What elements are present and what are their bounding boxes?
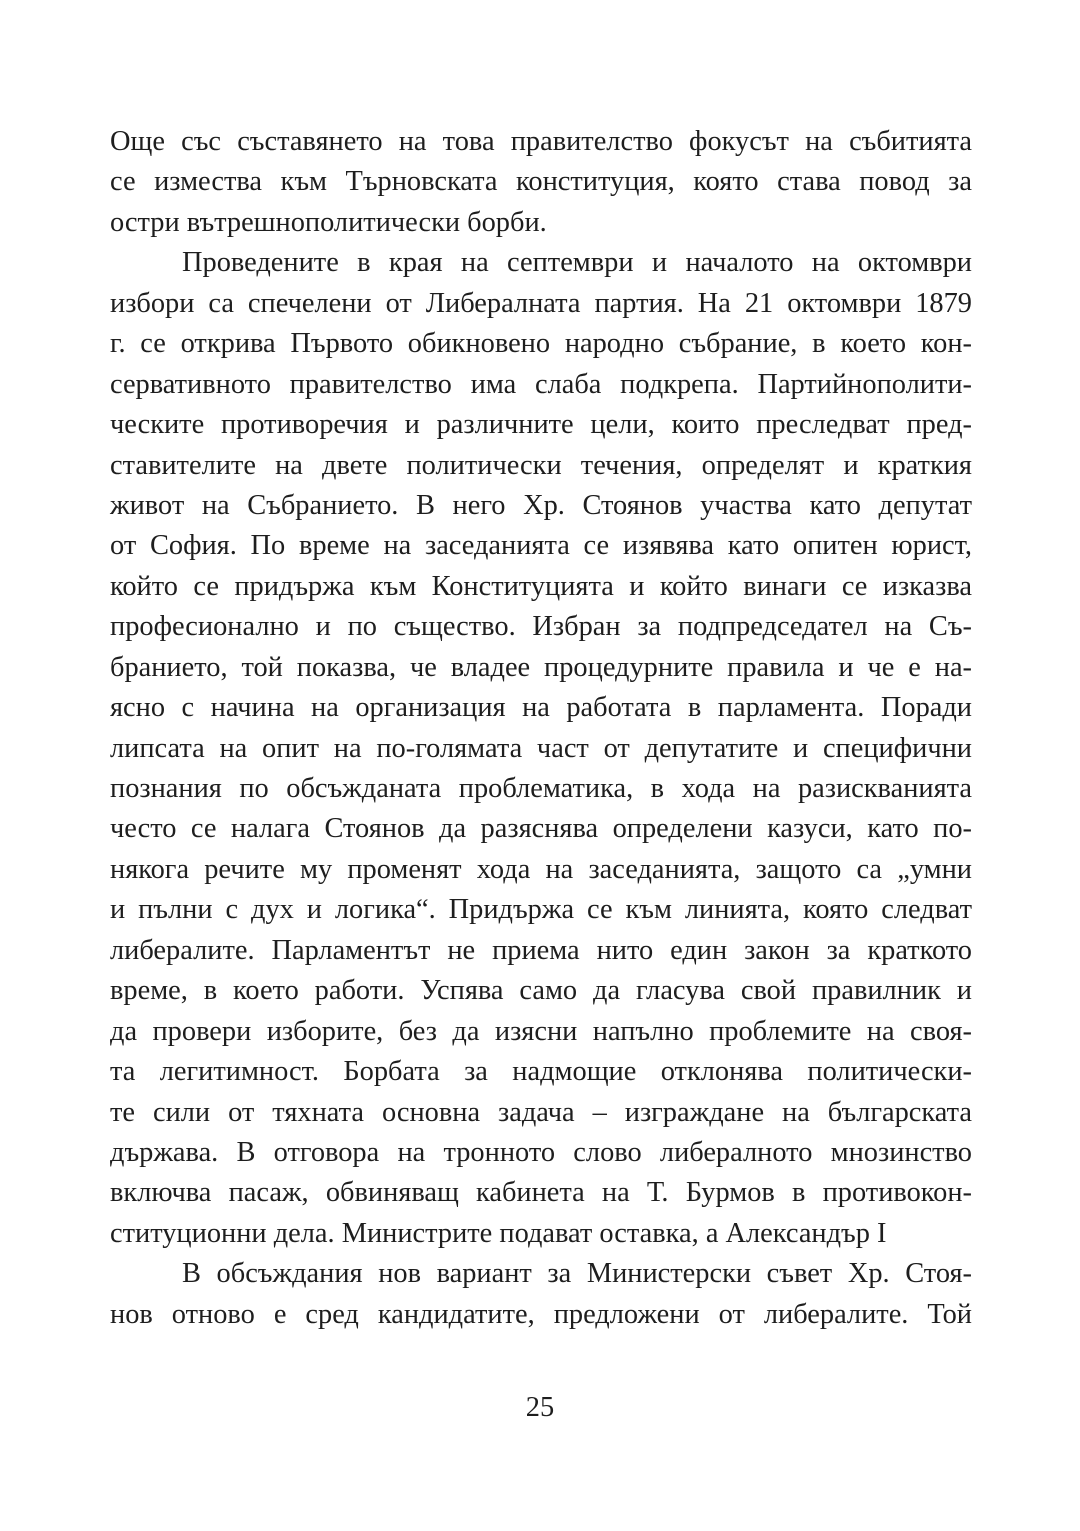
text-line: ясно с начина на организация на работата в парламента. Поради xyxy=(110,692,972,724)
text-line: сервативното правителство има слаба подкрепа. Партийнополити- xyxy=(110,368,972,400)
paragraph-2 xyxy=(110,243,972,1254)
text-line: който се придържа към Конституцията и който винаги се изказва xyxy=(110,570,972,602)
text-line: В обсъждания нов вариант за Министерски съвет Хр. Стоя- xyxy=(182,1258,972,1290)
text-line: някога речите му променят хода на заседанията, защото са „умни xyxy=(110,853,972,885)
text-line: бранието, той показва, че владее процедурните правила и че е на- xyxy=(110,651,972,683)
text-line: време, в което работи. Успява само да гласува свой правилник и xyxy=(110,975,972,1007)
text-line: Проведените в края на септември и началото на октомври xyxy=(182,247,972,279)
text-line: познания по обсъжданата проблематика, в хода на разискванията xyxy=(110,773,972,804)
text-line: либералите. Парламентът не приема нито един закон за краткото xyxy=(110,934,972,966)
text-line: та легитимност. Борбата за надмощие отклонява политически- xyxy=(110,1056,972,1088)
text-line: се измества към Търновската конституция, която става повод за xyxy=(110,166,972,198)
text-line: остри вътрешнополитически борби. xyxy=(110,206,547,238)
text-line: ческите противоречия и различните цели, които преследват пред- xyxy=(110,409,972,441)
text-line: от София. По време на заседанията се изявява като опитен юрист, xyxy=(110,530,972,562)
text-line: нов отново е сред кандидатите, предложени от либералите. Той xyxy=(110,1298,972,1330)
text-line: и пълни с дух и логика“. Придържа се към линията, която следват xyxy=(110,894,972,926)
text-line: те сили от тяхната основна задача – изграждане на българската xyxy=(110,1096,972,1128)
text-line: професионално и по същество. Избран за подпредседател на Съ- xyxy=(110,611,972,643)
text-line: липсата на опит на по-голямата част от депутатите и специфични xyxy=(110,732,972,764)
text-line: Още със съставянето на това правителство фокусът на събитията xyxy=(110,126,972,157)
text-line: да провери изборите, без да изясни напълно проблемите на своя- xyxy=(110,1015,972,1047)
text-line: ституционни дела. Министрите подават оставка, а Александър I xyxy=(110,1217,887,1249)
text-line: г. се открива Първото обикновено народно събрание, в което кон- xyxy=(110,328,972,360)
text-line: държава. В отговора на тронното слово либералното мнозинство xyxy=(110,1136,972,1168)
page-body xyxy=(110,122,972,1335)
text-line: включва пасаж, обвиняващ кабинета на Т. Бурмов в противокон- xyxy=(110,1177,972,1209)
text-line: живот на Събранието. В него Хр. Стоянов участва като депутат xyxy=(110,489,972,521)
text-line: ставителите на двете политически течения, определят и краткия xyxy=(110,449,972,481)
paragraph-3 xyxy=(110,1254,972,1335)
text-line: често се налага Стоянов да разяснява определени казуси, като по- xyxy=(110,813,972,845)
page-number: 25 xyxy=(525,1392,555,1423)
paragraph-1 xyxy=(110,122,972,243)
text-line: избори са спечелени от Либералната партия. На 21 октомври 1879 xyxy=(110,287,972,319)
